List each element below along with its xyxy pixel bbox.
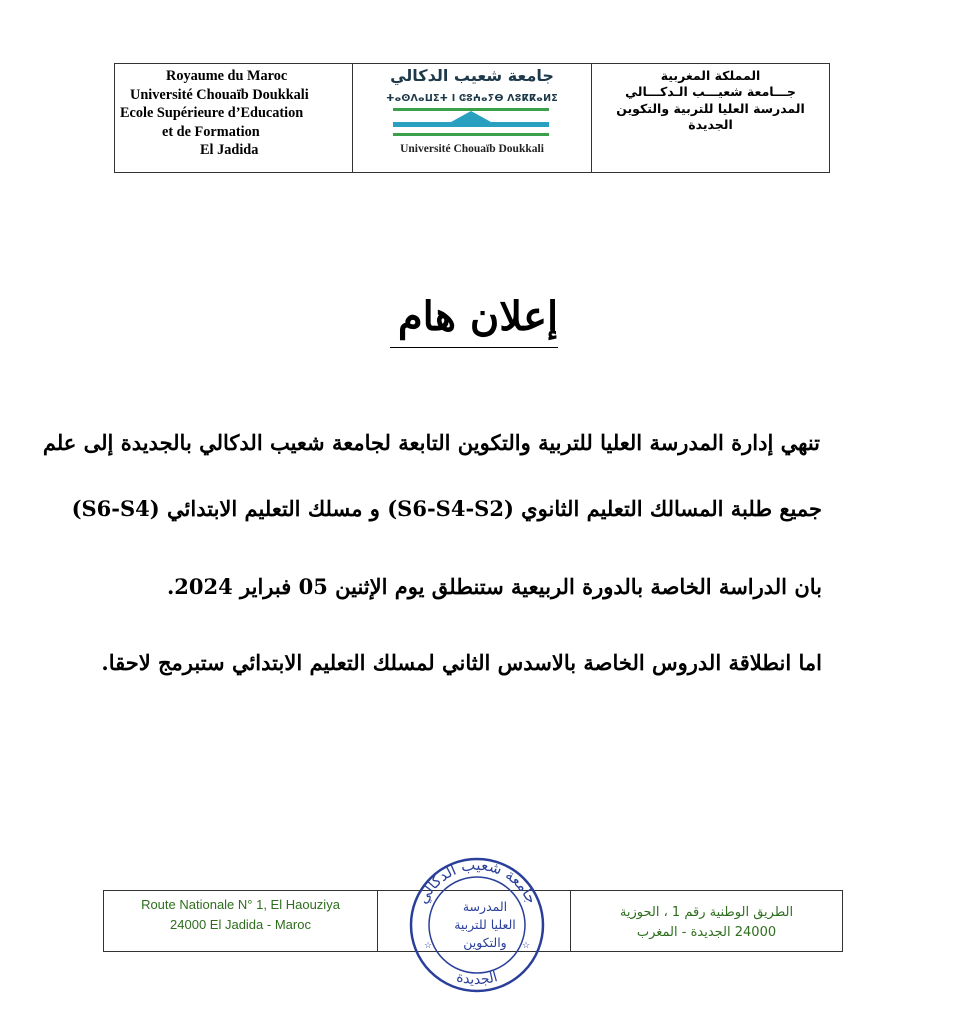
stamp-inner-line-1: المدرسة: [462, 899, 508, 914]
announcement-paragraph-2: جميع طلبة المسالك التعليم الثانوي (S6-S4-S2) و مسلك التعليم الابتدائي (S6-S4): [71, 496, 822, 521]
header-fr-line-4: et de Formation: [162, 123, 260, 140]
footer-address-arabic: [570, 891, 842, 951]
logo-tifinagh-name: ⵜⴰⵙⴷⴰⵡⵉⵜ ⵏ ⵛⵓⵄⴰⵢⴱ ⴷⵓⴽⴽⴰⵍⵉ: [386, 93, 558, 104]
announcement-title: إعلان هام: [397, 293, 559, 340]
header-fr-line-1: Royaume du Maroc: [166, 68, 288, 84]
title-underline: [390, 347, 558, 348]
footer-ar-line-1: الطريق الوطنية رقم 1 ، الحوزية: [619, 905, 794, 920]
header-ar-line-4: الجديدة: [688, 117, 733, 133]
header-arabic-block: [592, 64, 829, 172]
header-french-block: [115, 64, 353, 172]
announcement-paragraph-4: اما انطلاقة الدروس الخاصة بالاسدس الثاني لمسلك التعليم الابتدائي ستبرمج لاحقا.: [101, 650, 822, 675]
header-ar-line-3: المدرسة العليا للتربية والتكوين: [616, 100, 805, 116]
footer-fr-line-1: Route Nationale N° 1, El Haouziya: [141, 897, 340, 912]
stamp-ring-bottom: الجديدة: [454, 969, 500, 989]
footer-ar-line-2: 24000 الجديدة - المغرب: [636, 925, 777, 940]
letterhead-header: [114, 63, 830, 173]
stamp-inner-line-2: العليا للتربية: [454, 917, 516, 932]
stamp-star-icon: ☆: [522, 941, 531, 951]
stamp-inner-line-3: والتكوين: [463, 935, 507, 950]
footer-address-french: [104, 891, 378, 951]
announcement-paragraph-3: بان الدراسة الخاصة بالدورة الربيعية ستنطلق يوم الإثنين 05 فبراير 2024.: [166, 574, 822, 599]
logo-arabic-name: جامعة شعيب الدكالي: [390, 66, 554, 85]
logo-emblem-icon: [393, 108, 549, 138]
footer-fr-line-2: 24000 El Jadida - Maroc: [170, 917, 311, 932]
header-fr-line-2: Université Chouaïb Doukkali: [130, 86, 309, 103]
header-ar-line-2: جـــامعة شعيـــب الـدكـــالي: [625, 84, 796, 100]
svg-text:الجديدة: [455, 969, 500, 988]
stamp-star-icon: ☆: [424, 941, 433, 951]
stamp-ring-top: جامعة شعيب الدكالي: [413, 856, 541, 907]
university-logo: [353, 64, 592, 172]
header-fr-line-5: El Jadida: [200, 142, 259, 159]
header-fr-line-3: Ecole Supérieure d’Education: [120, 105, 304, 122]
header-ar-line-1: المملكة المغربية: [660, 68, 761, 83]
announcement-paragraph-1: تنهي إدارة المدرسة العليا للتربية والتكوين التابعة لجامعة شعيب الدكالي بالجديدة إلى علم: [42, 430, 820, 455]
logo-french-name: Université Chouaïb Doukkali: [400, 143, 544, 155]
